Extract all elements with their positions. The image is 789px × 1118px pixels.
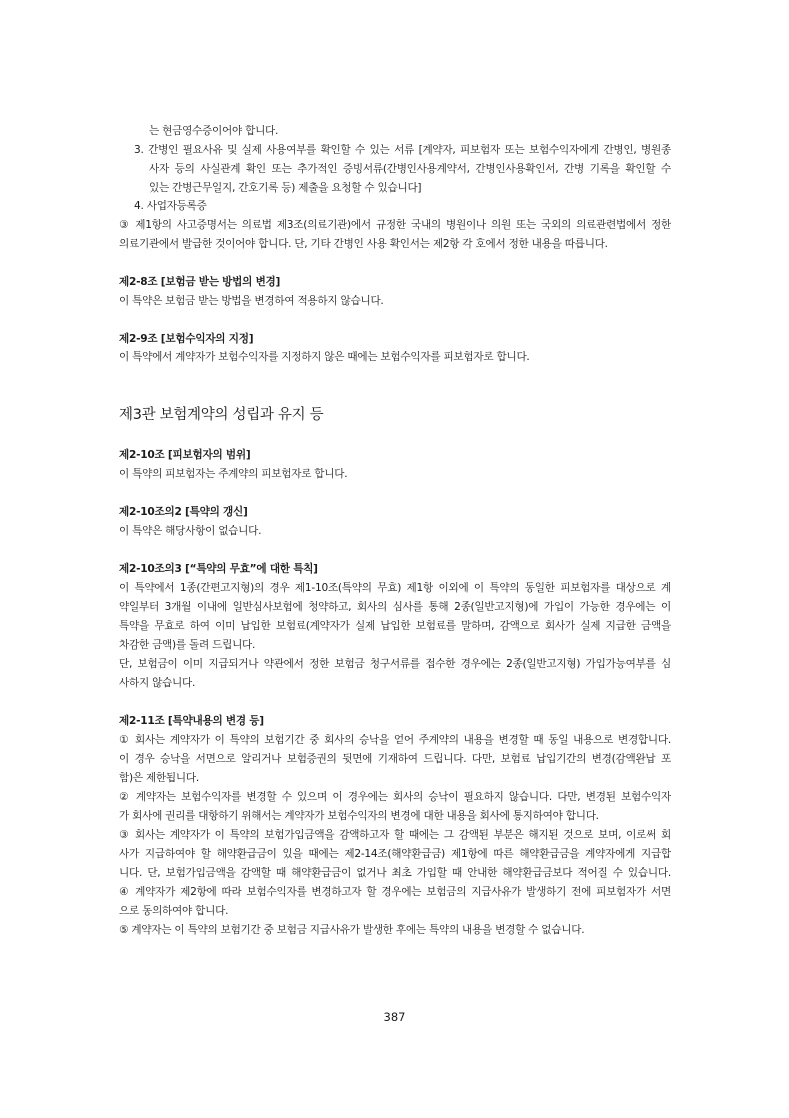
article-body-line: 이 경우 승낙을 서면으로 알리거나 보험증권의 뒷면에 기재하여 드립니다. 다만, 보험료 납입기간의 변경(감액완납 포 [119,753,671,765]
article-body-line: 사가 지급하여야 할 해약환급금이 있을 때에는 제2-14조(해약환급금) 제1항에 따른 해약환급금을 계약자에게 지급합 [119,848,671,860]
body-line: 는 현금영수증이어야 합니다. [149,125,279,137]
article-body-line: 사하지 않습니다. [119,677,196,689]
article-body-line: 단, 보험금이 이미 지급되거나 약관에서 정한 보험금 청구서류를 접수한 경우에는 2종(일반고지형) 가입가능여부를 심 [119,658,671,670]
chapter-title: 제3관 보험계약의 성립과 유지 등 [119,407,324,423]
article-heading: 제2-10조의2 [특약의 갱신] [119,506,248,518]
article-heading: 제2-10조 [피보험자의 범위] [119,449,251,461]
article-body-line: 니다. 단, 보험가입금액을 감액할 때 해약환급금이 없거나 최초 가입할 때 안내한 해약환급금보다 적어질 수 있습니다. [119,867,671,879]
article-body-line: ④ 계약자가 제2항에 따라 보험수익자를 변경하고자 할 경우에는 보험금의 지급사유가 발생하기 전에 피보험자가 서면 [119,886,671,898]
article-body: 이 특약은 보험금 받는 방법을 변경하여 적용하지 않습니다. [119,295,384,307]
article-body-line: ② 계약자는 보험수익자를 변경할 수 있으며 이 경우에는 회사의 승낙이 필요하지 않습니다. 다만, 변경된 보험수익자 [119,791,671,803]
body-line: ③ 제1항의 사고증명서는 의료법 제3조(의료기관)에서 규정한 국내의 병원이나 의원 또는 국외의 의료관련법에서 정한 [119,219,671,231]
body-line: 사자 등의 사실관계 확인 또는 추가적인 증빙서류(간병인사용계약서, 간병인사용확인서, 간병 기록을 확인할 수 [149,163,671,175]
body-line: 있는 간병근무일지, 간호기록 등) 제출을 요청할 수 있습니다] [149,182,422,194]
article-body-line: 차감한 금액)를 돌려 드립니다. [119,639,256,651]
article-heading: 제2-9조 [보험수익자의 지정] [119,333,254,345]
article-body-line: 함)은 제한됩니다. [119,772,200,784]
article-heading: 제2-10조의3 [“특약의 무효”에 대한 특칙] [119,563,318,575]
article-heading: 제2-8조 [보험금 받는 방법의 변경] [119,276,281,288]
article-body-line: ⑤ 계약자는 이 특약의 보험기간 중 보험금 지급사유가 발생한 후에는 특약의 내용을 변경할 수 없습니다. [119,924,585,936]
article-body-line: 이 특약에서 1종(간편고지형)의 경우 제1-10조(특약의 무효) 제1항 이외에 이 특약의 동일한 피보험자를 대상으로 계 [119,582,671,594]
article-body-line: 약일부터 3개월 이내에 일반심사보험에 청약하고, 회사의 심사를 통해 2종(일반고지형)에 가입이 가능한 경우에는 이 [119,601,671,613]
article-body-line: 특약을 무효로 하여 이미 납입한 보험료(계약자가 실제 납입한 보험료를 말하며, 감액으로 회사가 실제 지급한 금액을 [119,620,671,632]
article-body: 이 특약은 해당사항이 없습니다. [119,525,262,537]
article-body-line: ① 회사는 계약자가 이 특약의 보험기간 중 회사의 승낙을 얻어 주계약의 내용을 변경할 때 동일 내용으로 변경합니다. [119,734,671,746]
article-body-line: ③ 회사는 계약자가 이 특약의 보험가입금액을 감액하고자 할 때에는 그 감액된 부분은 해지된 것으로 보며, 이로써 회 [119,829,671,841]
page-number: 387 [383,1010,406,1024]
body-line: 3. 간병인 필요사유 및 실제 사용여부를 확인할 수 있는 서류 [계약자, 피보험자 또는 보험수익자에게 간병인, 병원종 [134,144,671,156]
article-body-line: 가 회사에 권리를 대항하기 위해서는 계약자가 보험수익자의 변경에 대한 내용을 회사에 통지하여야 합니다. [119,810,599,822]
article-body: 이 특약에서 계약자가 보험수익자를 지정하지 않은 때에는 보험수익자를 피보험자로 합니다. [119,351,530,363]
article-heading: 제2-11조 [특약내용의 변경 등] [119,715,264,727]
body-line: 의료기관에서 발급한 것이어야 합니다. 단, 기타 간병인 사용 확인서는 제2항 각 호에서 정한 내용을 따릅니다. [119,238,608,250]
article-body: 이 특약의 피보험자는 주계약의 피보험자로 합니다. [119,468,348,480]
body-line: 4. 사업자등록증 [134,200,207,212]
article-body-line: 으로 동의하여야 합니다. [119,905,229,917]
